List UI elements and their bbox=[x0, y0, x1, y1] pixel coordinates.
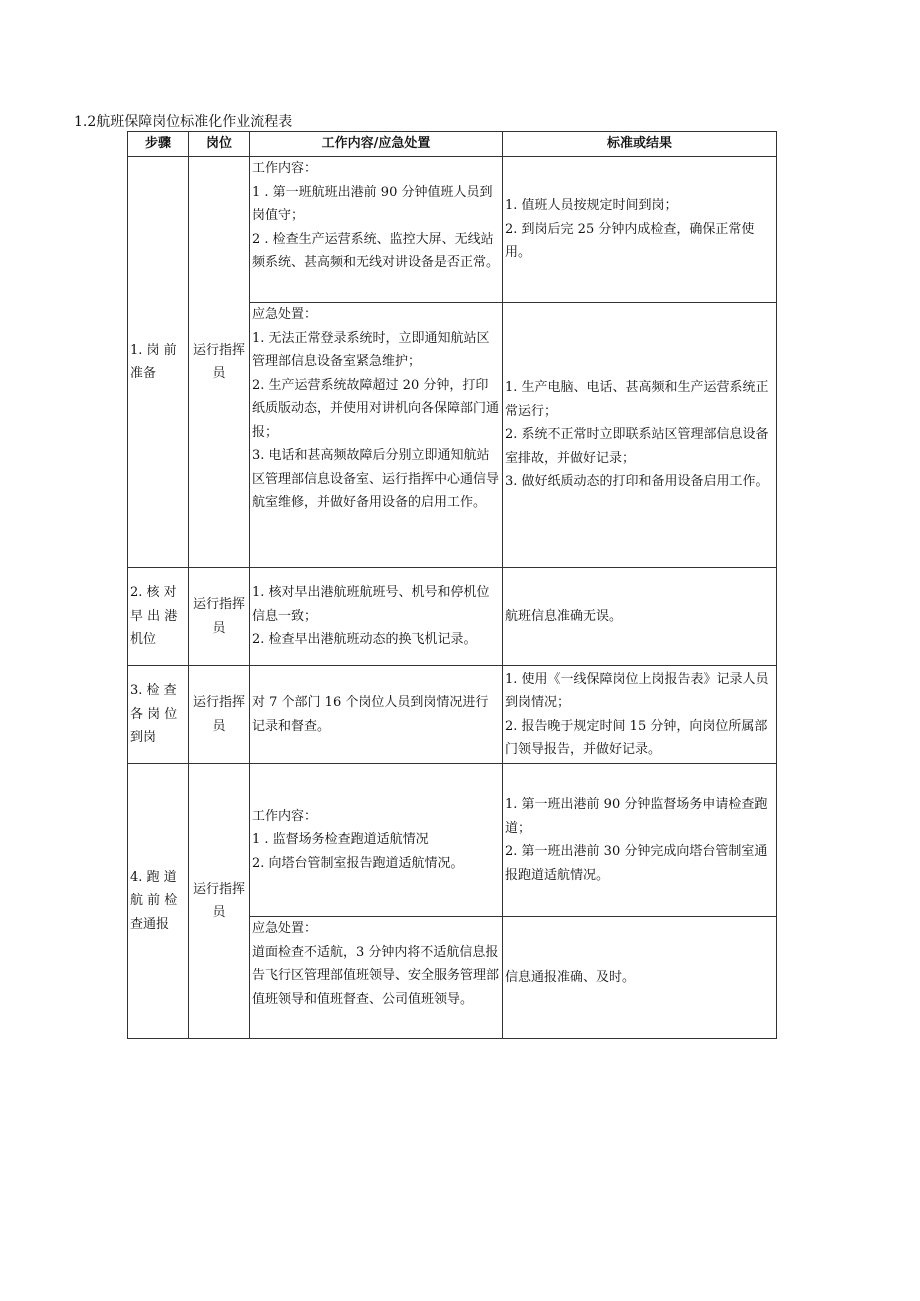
post-cell: 运行指挥员 bbox=[189, 568, 250, 666]
table-row bbox=[128, 157, 777, 303]
table-row bbox=[128, 666, 777, 764]
procedure-table bbox=[127, 131, 777, 1039]
step-cell: 3. 检 查各 岗 位到岗 bbox=[128, 666, 189, 764]
content-line: 对 7 个部门 16 个岗位人员到岗情况进行记录和督查。 bbox=[252, 695, 489, 734]
content-line: 2 . 检查生产运营系统、监控大屏、无线站频系统、甚高频和无线对讲设备是否正常。 bbox=[252, 231, 500, 270]
table-row bbox=[128, 568, 777, 666]
standard-cell bbox=[503, 666, 777, 764]
standard-line: 1. 生产电脑、电话、甚高频和生产运营系统正常运行； bbox=[505, 380, 769, 419]
content-line: 2. 检查早出港航班动态的换飞机记录。 bbox=[252, 632, 477, 648]
content-cell-work bbox=[250, 157, 503, 303]
content-line: 3. 电话和甚高频故障后分别立即通知航站区管理部信息设备室、运行指挥中心通信导航室维修，并做好备用设备的启用工作。 bbox=[252, 448, 500, 510]
content-line: 道面检查不适航，3 分钟内将不适航信息报告飞行区管理部值班领导、安全服务管理部值班领导和值班督查、公司值班领导。 bbox=[252, 944, 500, 1007]
emergency-label: 应急处置： bbox=[252, 921, 318, 936]
table-header-row bbox=[128, 132, 777, 157]
header-content: 工作内容/应急处置 bbox=[250, 132, 503, 157]
step-cell: 2. 核 对早 出 港机位 bbox=[128, 568, 189, 666]
header-post: 岗位 bbox=[189, 132, 250, 157]
standard-line: 1. 使用《一线保障岗位上岗报告表》记录人员到岗情况； bbox=[505, 671, 769, 710]
emergency-label: 应急处置： bbox=[252, 307, 318, 322]
table-caption: 1.2航班保障岗位标准化作业流程表 bbox=[74, 114, 293, 130]
content-line: 1. 无法正常登录系统时，立即通知航站区管理部信息设备室紧急维护； bbox=[252, 330, 490, 369]
standard-line: 2. 报告晚于规定时间 15 分钟，向岗位所属部门领导报告，并做好记录。 bbox=[505, 718, 768, 757]
content-line: 1. 核对早出港航班航班号、机号和停机位信息一致； bbox=[252, 585, 490, 624]
standard-line: 2. 到岗后完 25 分钟内成检查，确保正常使用。 bbox=[505, 221, 755, 261]
step-cell: 1. 岗 前准备 bbox=[128, 157, 189, 568]
standard-line: 1. 值班人员按规定时间到岗； bbox=[505, 198, 678, 214]
content-line: 2. 生产运营系统故障超过 20 分钟，打印纸质版动态，并使用对讲机向各保障部门通报； bbox=[252, 377, 500, 440]
standard-line: 3. 做好纸质动态的打印和备用设备启用工作。 bbox=[505, 474, 769, 490]
post-cell: 运行指挥员 bbox=[189, 666, 250, 764]
standard-line: 2. 系统不正常时立即联系站区管理部信息设备室排故，并做好记录； bbox=[505, 427, 769, 466]
standard-cell bbox=[503, 303, 777, 568]
content-cell-emergency bbox=[250, 917, 503, 1039]
standard-line: 信息通报准确、及时。 bbox=[505, 969, 636, 985]
content-line: 1 . 监督场务检查跑道适航情况 bbox=[252, 832, 429, 848]
standard-cell bbox=[503, 157, 777, 303]
content-line: 1 . 第一班航班出港前 90 分钟值班人员到岗值守； bbox=[252, 184, 493, 223]
content-cell-emergency bbox=[250, 303, 503, 568]
standard-cell bbox=[503, 764, 777, 917]
post-cell: 运行指挥员 bbox=[189, 157, 250, 568]
step-cell: 4. 跑 道航 前 检查通报 bbox=[128, 764, 189, 1039]
standard-cell bbox=[503, 568, 777, 666]
standard-line: 2. 第一班出港前 30 分钟完成向塔台管制室通报跑道适航情况。 bbox=[505, 844, 768, 883]
content-line: 2. 向塔台管制室报告跑道适航情况。 bbox=[252, 855, 464, 871]
content-cell bbox=[250, 568, 503, 666]
post-cell: 运行指挥员 bbox=[189, 764, 250, 1039]
standard-line: 1. 第一班出港前 90 分钟监督场务申请检查跑道； bbox=[505, 797, 768, 836]
content-cell bbox=[250, 666, 503, 764]
standard-line: 航班信息准确无误。 bbox=[505, 608, 623, 624]
standard-cell bbox=[503, 917, 777, 1039]
work-label: 工作内容： bbox=[252, 808, 318, 824]
header-standard: 标准或结果 bbox=[503, 132, 777, 157]
work-label: 工作内容： bbox=[252, 161, 318, 176]
content-cell-work bbox=[250, 764, 503, 917]
table-row bbox=[128, 764, 777, 917]
header-step: 步骤 bbox=[128, 132, 189, 157]
